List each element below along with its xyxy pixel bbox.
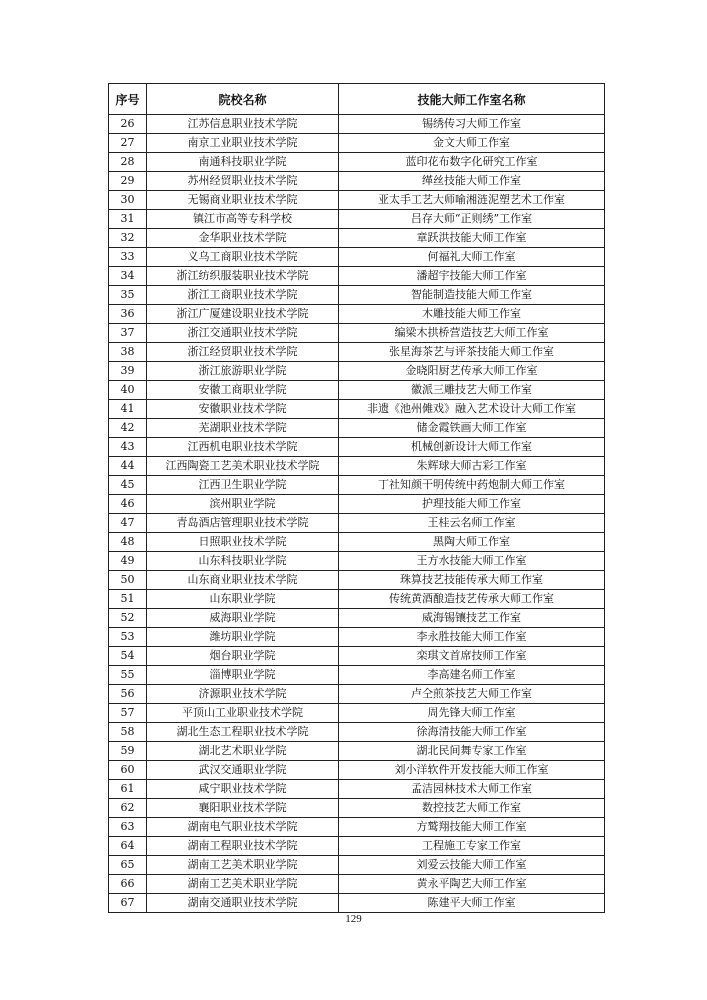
cell-index: 49 xyxy=(109,552,147,571)
table-row xyxy=(109,894,605,913)
cell-studio-name: 卢仝煎茶技艺大师工作室 xyxy=(339,685,605,704)
cell-school-name: 滨州职业学院 xyxy=(147,495,339,514)
cell-studio-name: 方鹫翔技能大师工作室 xyxy=(339,818,605,837)
cell-studio-name: 工程施工专家工作室 xyxy=(339,837,605,856)
cell-index: 57 xyxy=(109,704,147,723)
cell-studio-name: 数控技艺大师工作室 xyxy=(339,799,605,818)
cell-index: 31 xyxy=(109,210,147,229)
table-row xyxy=(109,704,605,723)
table-row xyxy=(109,400,605,419)
cell-studio-name: 编梁木拱桥营造技艺大师工作室 xyxy=(339,324,605,343)
cell-studio-name: 木雕技能大师工作室 xyxy=(339,305,605,324)
cell-school-name: 咸宁职业技术学院 xyxy=(147,780,339,799)
table-row xyxy=(109,742,605,761)
cell-index: 37 xyxy=(109,324,147,343)
cell-index: 63 xyxy=(109,818,147,837)
cell-index: 56 xyxy=(109,685,147,704)
cell-studio-name: 徽派三雕技艺大师工作室 xyxy=(339,381,605,400)
cell-school-name: 镇江市高等专科学校 xyxy=(147,210,339,229)
cell-index: 44 xyxy=(109,457,147,476)
cell-school-name: 湖南工艺美术职业学院 xyxy=(147,875,339,894)
cell-studio-name: 亚太手工艺大师喻湘涟泥塑艺术工作室 xyxy=(339,191,605,210)
cell-index: 34 xyxy=(109,267,147,286)
cell-studio-name: 缂丝技能大师工作室 xyxy=(339,172,605,191)
cell-index: 42 xyxy=(109,419,147,438)
cell-index: 64 xyxy=(109,837,147,856)
cell-index: 62 xyxy=(109,799,147,818)
table-row xyxy=(109,533,605,552)
cell-studio-name: 章跃洪技能大师工作室 xyxy=(339,229,605,248)
cell-school-name: 潍坊职业学院 xyxy=(147,628,339,647)
table-row xyxy=(109,476,605,495)
table-row xyxy=(109,495,605,514)
cell-studio-name: 张星海茶艺与评茶技能大师工作室 xyxy=(339,343,605,362)
header-school-name: 院校名称 xyxy=(147,84,339,115)
cell-school-name: 湖南电气职业技术学院 xyxy=(147,818,339,837)
cell-index: 33 xyxy=(109,248,147,267)
cell-index: 58 xyxy=(109,723,147,742)
cell-studio-name: 王方水技能大师工作室 xyxy=(339,552,605,571)
table-row xyxy=(109,172,605,191)
cell-studio-name: 珠算技艺技能传承大师工作室 xyxy=(339,571,605,590)
cell-school-name: 苏州经贸职业技术学院 xyxy=(147,172,339,191)
cell-index: 41 xyxy=(109,400,147,419)
cell-index: 38 xyxy=(109,343,147,362)
header-index: 序号 xyxy=(109,84,147,115)
cell-studio-name: 锡绣传习大师工作室 xyxy=(339,115,605,134)
cell-index: 28 xyxy=(109,153,147,172)
table-row xyxy=(109,666,605,685)
cell-studio-name: 栾琪文首席技师工作室 xyxy=(339,647,605,666)
table-row xyxy=(109,191,605,210)
cell-index: 26 xyxy=(109,115,147,134)
cell-school-name: 浙江交通职业技术学院 xyxy=(147,324,339,343)
cell-school-name: 山东科技职业学院 xyxy=(147,552,339,571)
cell-index: 40 xyxy=(109,381,147,400)
table-row xyxy=(109,723,605,742)
cell-school-name: 浙江纺织服装职业技术学院 xyxy=(147,267,339,286)
table-row xyxy=(109,305,605,324)
cell-index: 53 xyxy=(109,628,147,647)
table-row xyxy=(109,438,605,457)
cell-school-name: 安徽职业技术学院 xyxy=(147,400,339,419)
cell-school-name: 襄阳职业技术学院 xyxy=(147,799,339,818)
table-row xyxy=(109,286,605,305)
cell-index: 46 xyxy=(109,495,147,514)
cell-studio-name: 陈建平大师工作室 xyxy=(339,894,605,913)
cell-school-name: 无锡商业职业技术学院 xyxy=(147,191,339,210)
cell-school-name: 芜湖职业技术学院 xyxy=(147,419,339,438)
table-row xyxy=(109,134,605,153)
cell-school-name: 湖南工程职业技术学院 xyxy=(147,837,339,856)
table-row xyxy=(109,419,605,438)
header-studio-name: 技能大师工作室名称 xyxy=(339,84,605,115)
table-header-row xyxy=(109,84,605,115)
cell-school-name: 南京工业职业技术学院 xyxy=(147,134,339,153)
cell-studio-name: 机械创新设计大师工作室 xyxy=(339,438,605,457)
table-row xyxy=(109,761,605,780)
table-row xyxy=(109,799,605,818)
cell-studio-name: 周先锋大师工作室 xyxy=(339,704,605,723)
cell-school-name: 南通科技职业学院 xyxy=(147,153,339,172)
cell-index: 67 xyxy=(109,894,147,913)
cell-index: 30 xyxy=(109,191,147,210)
cell-index: 65 xyxy=(109,856,147,875)
cell-index: 59 xyxy=(109,742,147,761)
cell-school-name: 武汉交通职业学院 xyxy=(147,761,339,780)
table-row xyxy=(109,248,605,267)
cell-index: 27 xyxy=(109,134,147,153)
cell-studio-name: 李高建名师工作室 xyxy=(339,666,605,685)
cell-studio-name: 传统黄酒酿造技艺传承大师工作室 xyxy=(339,590,605,609)
cell-school-name: 江西机电职业技术学院 xyxy=(147,438,339,457)
page-number: 129 xyxy=(345,913,362,925)
cell-studio-name: 吕存大师“正则绣”工作室 xyxy=(339,210,605,229)
cell-school-name: 义乌工商职业技术学院 xyxy=(147,248,339,267)
cell-studio-name: 金晓阳厨艺传承大师工作室 xyxy=(339,362,605,381)
cell-index: 35 xyxy=(109,286,147,305)
cell-studio-name: 黑陶大师工作室 xyxy=(339,533,605,552)
cell-studio-name: 王桂云名师工作室 xyxy=(339,514,605,533)
cell-studio-name: 朱辉球大师古彩工作室 xyxy=(339,457,605,476)
table-body xyxy=(109,115,605,913)
cell-school-name: 江西卫生职业学院 xyxy=(147,476,339,495)
cell-index: 36 xyxy=(109,305,147,324)
cell-school-name: 浙江经贸职业技术学院 xyxy=(147,343,339,362)
cell-school-name: 日照职业技术学院 xyxy=(147,533,339,552)
cell-school-name: 山东职业学院 xyxy=(147,590,339,609)
cell-index: 32 xyxy=(109,229,147,248)
cell-school-name: 威海职业学院 xyxy=(147,609,339,628)
cell-index: 43 xyxy=(109,438,147,457)
cell-school-name: 济源职业技术学院 xyxy=(147,685,339,704)
table-row xyxy=(109,153,605,172)
table-row xyxy=(109,514,605,533)
table-row xyxy=(109,647,605,666)
cell-index: 51 xyxy=(109,590,147,609)
cell-school-name: 浙江旅游职业学院 xyxy=(147,362,339,381)
cell-index: 48 xyxy=(109,533,147,552)
cell-school-name: 淄博职业学院 xyxy=(147,666,339,685)
cell-school-name: 金华职业技术学院 xyxy=(147,229,339,248)
cell-studio-name: 湖北民间舞专家工作室 xyxy=(339,742,605,761)
table-row xyxy=(109,267,605,286)
table-row xyxy=(109,571,605,590)
cell-studio-name: 丁社知颜干明传统中药炮制大师工作室 xyxy=(339,476,605,495)
cell-index: 66 xyxy=(109,875,147,894)
cell-studio-name: 李永胜技能大师工作室 xyxy=(339,628,605,647)
cell-studio-name: 刘爱云技能大师工作室 xyxy=(339,856,605,875)
cell-studio-name: 威海锡镶技艺工作室 xyxy=(339,609,605,628)
cell-index: 45 xyxy=(109,476,147,495)
cell-school-name: 青岛酒店管理职业技术学院 xyxy=(147,514,339,533)
cell-studio-name: 潘超宇技能大师工作室 xyxy=(339,267,605,286)
cell-index: 52 xyxy=(109,609,147,628)
table-row xyxy=(109,628,605,647)
cell-studio-name: 护理技能大师工作室 xyxy=(339,495,605,514)
cell-index: 54 xyxy=(109,647,147,666)
cell-studio-name: 蓝印花布数字化研究工作室 xyxy=(339,153,605,172)
table-row xyxy=(109,856,605,875)
cell-school-name: 安徽工商职业学院 xyxy=(147,381,339,400)
table-row xyxy=(109,780,605,799)
cell-index: 29 xyxy=(109,172,147,191)
table-row xyxy=(109,457,605,476)
table-row xyxy=(109,115,605,134)
cell-studio-name: 智能制造技能大师工作室 xyxy=(339,286,605,305)
cell-index: 60 xyxy=(109,761,147,780)
cell-school-name: 江西陶瓷工艺美术职业技术学院 xyxy=(147,457,339,476)
table-row xyxy=(109,362,605,381)
cell-school-name: 湖南工艺美术职业学院 xyxy=(147,856,339,875)
cell-school-name: 湖南交通职业技术学院 xyxy=(147,894,339,913)
table-row xyxy=(109,590,605,609)
cell-school-name: 山东商业职业技术学院 xyxy=(147,571,339,590)
cell-studio-name: 储金霞铁画大师工作室 xyxy=(339,419,605,438)
cell-index: 61 xyxy=(109,780,147,799)
table-row xyxy=(109,818,605,837)
cell-index: 47 xyxy=(109,514,147,533)
table-row xyxy=(109,552,605,571)
cell-studio-name: 金文大师工作室 xyxy=(339,134,605,153)
cell-school-name: 湖北生态工程职业技术学院 xyxy=(147,723,339,742)
cell-studio-name: 孟洁园林技术大师工作室 xyxy=(339,780,605,799)
table-row xyxy=(109,837,605,856)
table-row xyxy=(109,343,605,362)
cell-school-name: 江苏信息职业技术学院 xyxy=(147,115,339,134)
cell-index: 55 xyxy=(109,666,147,685)
cell-school-name: 浙江工商职业技术学院 xyxy=(147,286,339,305)
table-row xyxy=(109,609,605,628)
cell-studio-name: 黄永平陶艺大师工作室 xyxy=(339,875,605,894)
table-row xyxy=(109,229,605,248)
table-row xyxy=(109,381,605,400)
table-row xyxy=(109,685,605,704)
cell-school-name: 平顶山工业职业技术学院 xyxy=(147,704,339,723)
studio-table xyxy=(108,83,605,913)
cell-school-name: 湖北艺术职业学院 xyxy=(147,742,339,761)
table-row xyxy=(109,324,605,343)
cell-school-name: 烟台职业学院 xyxy=(147,647,339,666)
cell-index: 50 xyxy=(109,571,147,590)
cell-studio-name: 刘小洋软件开发技能大师工作室 xyxy=(339,761,605,780)
cell-school-name: 浙江广厦建设职业技术学院 xyxy=(147,305,339,324)
table-row xyxy=(109,210,605,229)
table-row xyxy=(109,875,605,894)
cell-index: 39 xyxy=(109,362,147,381)
cell-studio-name: 何福礼大师工作室 xyxy=(339,248,605,267)
cell-studio-name: 非遗《池州傩戏》融入艺术设计大师工作室 xyxy=(339,400,605,419)
cell-studio-name: 徐海清技能大师工作室 xyxy=(339,723,605,742)
